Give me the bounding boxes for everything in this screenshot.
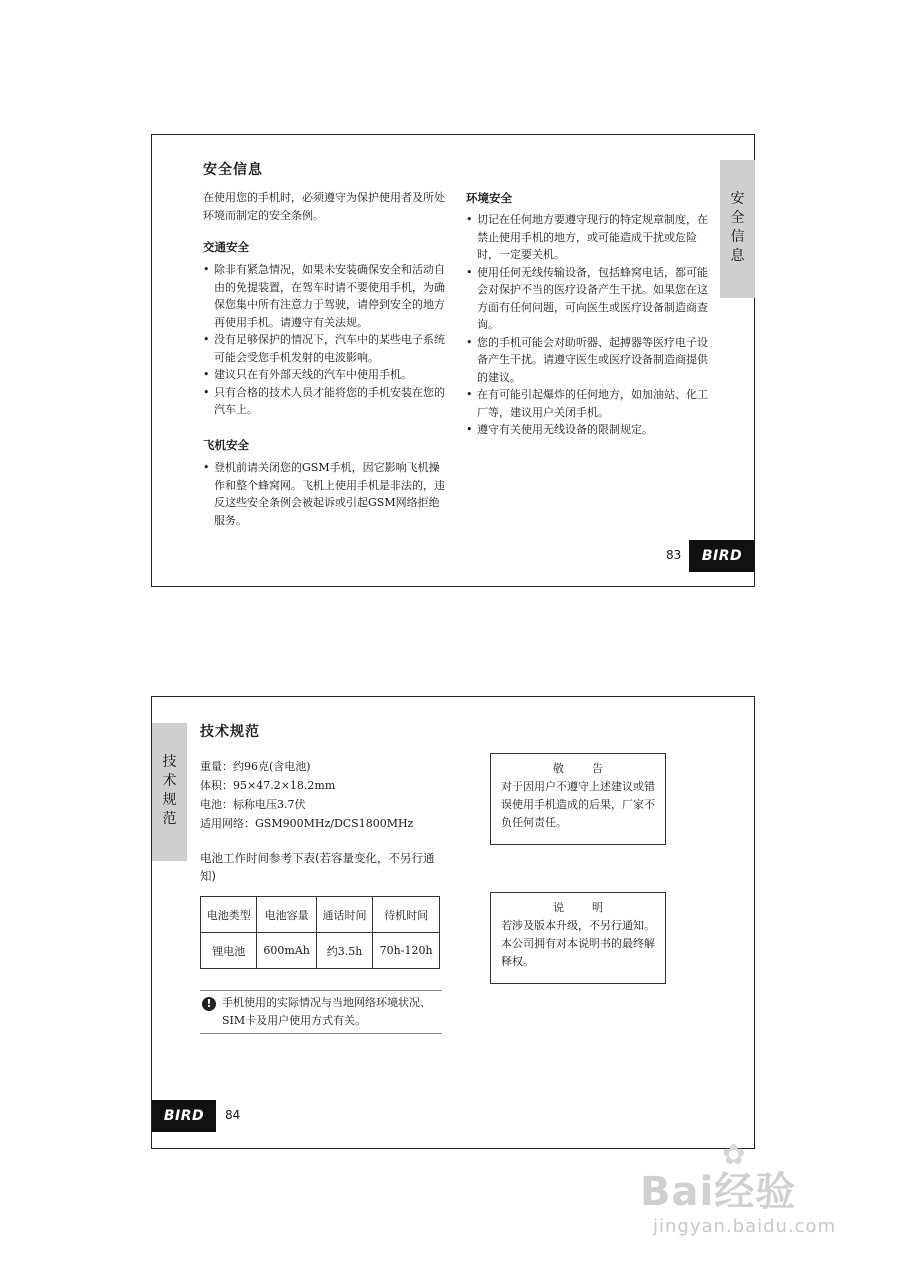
spec-value: 约96克(含电池) [233, 760, 311, 773]
paw-icon: ✿ [722, 1138, 747, 1171]
warning-text: 对于因用户不遵守上述建议或错误使用手机造成的后果，厂家不负任何责任。 [501, 780, 655, 829]
tab-char: 安 [730, 191, 745, 207]
manual-page-84 [151, 696, 755, 1149]
spec-list [200, 757, 413, 833]
warning-box [490, 753, 666, 845]
list-item: • 在有可能引起爆炸的任何地方，如加油站、化工厂等，建议用户关闭手机。 [466, 386, 713, 421]
list-item: • 登机前请关闭您的GSM手机，因它影响飞机操作和整个蜂窝网。飞机上使用手机是非法的，违反这些安全条例会被起诉或引起GSM网络拒绝服务。 [203, 459, 448, 529]
table-cell: 锂电池 [201, 933, 257, 969]
table-header-cell: 电池容量 [257, 897, 316, 933]
spec-label: 电池： [200, 798, 233, 811]
tab-char: 全 [730, 210, 745, 226]
spec-value: 标称电压3.7伏 [233, 798, 306, 811]
spec-value: GSM900MHz/DCS1800MHz [255, 817, 414, 830]
notice-box [490, 892, 666, 984]
section-tab-specs [152, 723, 187, 861]
spec-label: 重量： [200, 760, 233, 773]
environment-safety-heading: 环境安全 [466, 191, 512, 205]
flight-safety-heading: 飞机安全 [203, 438, 249, 452]
warning-heading: 敬告 [553, 762, 631, 775]
traffic-safety-heading: 交通安全 [203, 240, 249, 254]
spec-label: 体积： [200, 779, 233, 792]
exclamation-icon: ! [202, 997, 216, 1011]
tab-char: 信 [730, 229, 745, 245]
manual-page-83 [151, 134, 755, 587]
table-cell: 70h-120h [373, 933, 440, 969]
list-item: • 建议只在有外部天线的汽车中使用手机。 [203, 366, 455, 384]
table-header-cell: 通话时间 [316, 897, 372, 933]
table-header-cell: 待机时间 [373, 897, 440, 933]
section-tab-safety [720, 160, 755, 298]
watermark-url: jingyan.baidu.com [653, 1216, 837, 1237]
page-number: 83 [666, 548, 682, 562]
intro-text: 在使用您的手机时，必须遵守为保护使用者及所处环境而制定的安全条例。 [203, 191, 445, 222]
flight-safety-list [203, 459, 448, 529]
note-text: 手机使用的实际情况与当地网络环境状况、SIM卡及用户使用方式有关。 [222, 996, 431, 1027]
watermark-brand: Bai经验 [640, 1169, 797, 1215]
tab-char: 规 [162, 792, 177, 808]
tab-char: 范 [162, 811, 177, 827]
table-header-cell: 电池类型 [201, 897, 257, 933]
bird-logo: BIRD [152, 1100, 216, 1132]
list-item: • 遵守有关使用无线设备的限制规定。 [466, 421, 713, 439]
tab-char: 技 [162, 754, 177, 770]
usage-note [200, 990, 442, 1034]
bird-logo: BIRD [689, 540, 755, 572]
list-item: • 切记在任何地方要遵守现行的特定规章制度，在禁止使用手机的地方，或可能造成干扰或危险时，一定要关机。 [466, 211, 713, 264]
page-number: 84 [225, 1108, 241, 1122]
list-item: • 只有合格的技术人员才能将您的手机安装在您的汽车上。 [203, 384, 455, 419]
list-item: • 您的手机可能会对助听器、起搏器等医疗电子设备产生干扰。请遵守医生或医疗设备制造商提供的建议。 [466, 334, 713, 387]
baidu-jingyan-watermark [640, 1138, 880, 1220]
table-cell: 600mAh [257, 933, 316, 969]
tab-char: 术 [162, 773, 177, 789]
environment-safety-list [466, 211, 713, 439]
traffic-safety-list [203, 261, 455, 419]
battery-time-heading: 电池工作时间参考下表(若容量变化，不另行通知) [200, 851, 435, 883]
spec-value: 95×47.2×18.2mm [233, 779, 336, 792]
table-cell: 约3.5h [316, 933, 372, 969]
page-title: 安全信息 [203, 162, 263, 178]
spec-label: 适用网络： [200, 817, 255, 830]
table-header-row [201, 897, 440, 933]
list-item: • 没有足够保护的情况下，汽车中的某些电子系统可能会受您手机发射的电波影响。 [203, 331, 455, 366]
page-title: 技术规范 [200, 724, 260, 740]
spec-row [200, 795, 413, 814]
notice-heading: 说明 [553, 901, 631, 914]
spec-row [200, 757, 413, 776]
notice-text: 若涉及版本升级，不另行通知。本公司拥有对本说明书的最终解释权。 [501, 919, 655, 968]
spec-row [200, 814, 413, 833]
table-row [201, 933, 440, 969]
list-item: • 使用任何无线传输设备，包括蜂窝电话，都可能会对保护不当的医疗设备产生干扰。如果您在这方面有任何问题，可向医生或医疗设备制造商查询。 [466, 264, 713, 334]
tab-char: 息 [730, 248, 745, 264]
list-item: • 除非有紧急情况，如果未安装确保安全和活动自由的免提装置，在驾车时请不要使用手机，为确保您集中所有注意力于驾驶，请停到安全的地方再使用手机。请遵守有关法规。 [203, 261, 455, 331]
spec-row [200, 776, 413, 795]
battery-table [200, 896, 440, 969]
